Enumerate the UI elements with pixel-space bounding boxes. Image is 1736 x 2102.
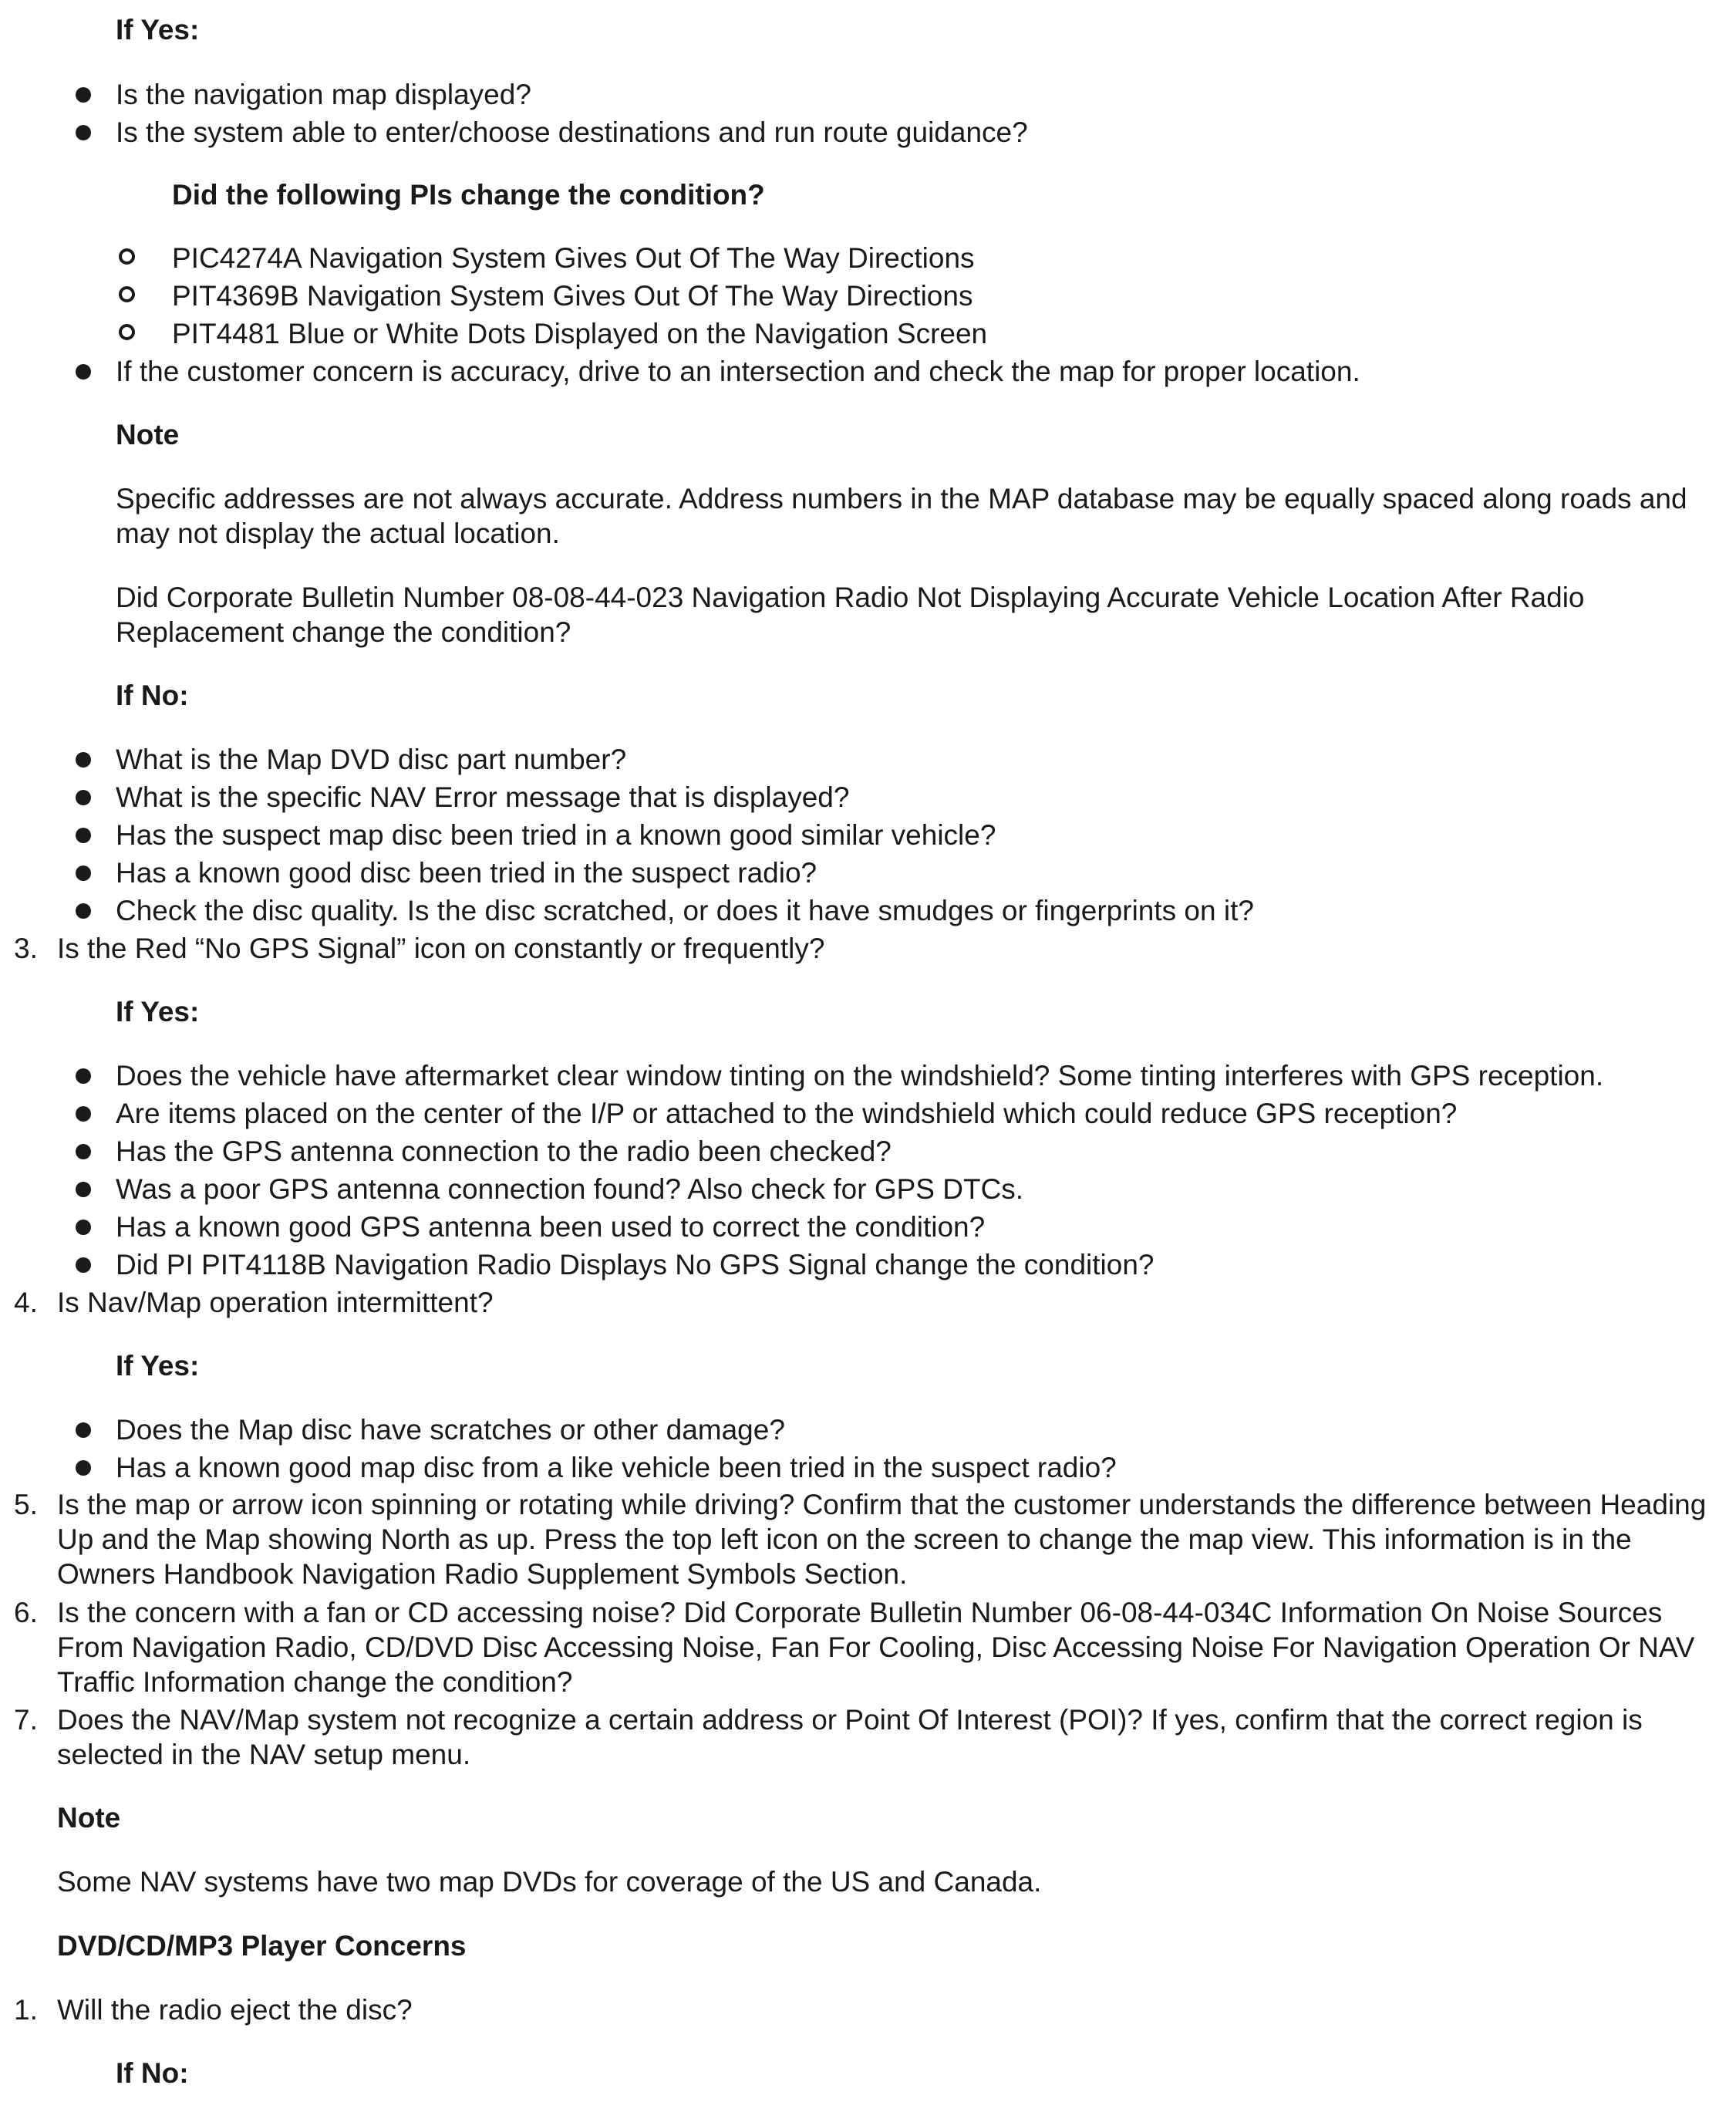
hollow-bullet-icon (119, 286, 135, 302)
hollow-bullet-icon (119, 324, 135, 340)
list-item: Check the disc quality. Is the disc scratched, or does it have smudges or fingerprints on it? (116, 895, 1254, 926)
list-item: Has a known good map disc from a like vehicle been tried in the suspect radio? (116, 1452, 1117, 1483)
bullet-icon (76, 364, 91, 380)
if-yes-heading: If Yes: (116, 1350, 200, 1382)
list-item: What is the Map DVD disc part number? (116, 744, 627, 775)
pi-item: PIC4274A Navigation System Gives Out Of The Way Directions (172, 242, 975, 274)
step-text: Is the Red “No GPS Signal” icon on constantly or frequently? (57, 933, 825, 964)
step-number: 5. (14, 1489, 38, 1520)
pi-question-heading: Did the following PIs change the condition? (172, 179, 765, 211)
list-item: Has a known good GPS antenna been used to correct the condition? (116, 1211, 986, 1243)
bullet-icon (76, 1144, 91, 1159)
list-item: Is the system able to enter/choose destinations and run route guidance? (116, 116, 1028, 148)
bullet-icon (76, 790, 91, 805)
bullet-icon (76, 865, 91, 881)
step-number: 6. (14, 1597, 38, 1628)
list-item: Are items placed on the center of the I/P or attached to the windshield which could reduce GPS reception? (116, 1098, 1458, 1129)
if-no-heading: If No: (116, 680, 189, 711)
list-item: Has a known good disc been tried in the suspect radio? (116, 857, 817, 889)
list-item: What is the specific NAV Error message that is displayed? (116, 781, 850, 813)
list-item: Does the vehicle have aftermarket clear window tinting on the windshield? Some tinting interferes with GPS reception. (116, 1060, 1604, 1091)
step-text: Owners Handbook Navigation Radio Supplement Symbols Section. (57, 1558, 908, 1590)
list-item: Has the suspect map disc been tried in a known good similar vehicle? (116, 819, 996, 851)
list-item: Did PI PIT4118B Navigation Radio Displays No GPS Signal change the condition? (116, 1249, 1155, 1280)
bullet-icon (76, 1460, 91, 1476)
step-text: Is the concern with a fan or CD accessing noise? Did Corporate Bulletin Number 06-08-44-034C Information On Noise Sources (57, 1597, 1663, 1628)
note-text: Some NAV systems have two map DVDs for coverage of the US and Canada. (57, 1866, 1042, 1898)
step-text: Will the radio eject the disc? (57, 1994, 413, 2026)
step-number: 3. (14, 933, 38, 964)
list-item: Has the GPS antenna connection to the radio been checked? (116, 1135, 892, 1167)
step-text: selected in the NAV setup menu. (57, 1739, 471, 1770)
bullet-icon (76, 1257, 91, 1273)
step-number: 4. (14, 1287, 38, 1318)
note-heading: Note (57, 1802, 121, 1834)
bullet-icon (76, 1220, 91, 1235)
bullet-icon (76, 1106, 91, 1122)
hollow-bullet-icon (119, 248, 135, 265)
step-text: Traffic Information change the condition? (57, 1666, 573, 1698)
list-item: Is the navigation map displayed? (116, 79, 531, 110)
if-no-heading: If No: (116, 2057, 189, 2089)
if-yes-heading: If Yes: (116, 14, 200, 46)
if-yes-heading: If Yes: (116, 996, 200, 1027)
section-heading: DVD/CD/MP3 Player Concerns (57, 1930, 467, 1962)
bullet-icon (76, 828, 91, 843)
bulletin-text: Replacement change the condition? (116, 616, 571, 648)
note-heading: Note (116, 419, 180, 450)
bullet-icon (76, 87, 91, 103)
bullet-icon (76, 125, 91, 140)
step-number: 7. (14, 1704, 38, 1736)
bullet-icon (76, 1182, 91, 1197)
bullet-icon (76, 1068, 91, 1084)
step-text: Does the NAV/Map system not recognize a certain address or Point Of Interest (POI)? If yes, confirm that the correct region is (57, 1704, 1643, 1736)
bullet-icon (76, 752, 91, 768)
step-text: Up and the Map showing North as up. Press the top left icon on the screen to change the map view. This information is in the (57, 1523, 1632, 1555)
pi-item: PIT4481 Blue or White Dots Displayed on the Navigation Screen (172, 318, 988, 349)
list-item: Was a poor GPS antenna connection found? Also check for GPS DTCs. (116, 1173, 1024, 1205)
note-text: Specific addresses are not always accurate. Address numbers in the MAP database may be equally spaced along roads and (116, 483, 1687, 515)
bullet-icon (76, 1422, 91, 1438)
list-item: Does the Map disc have scratches or other damage? (116, 1414, 785, 1446)
bulletin-text: Did Corporate Bulletin Number 08-08-44-023 Navigation Radio Not Displaying Accurate Vehicle Location After Radio (116, 582, 1585, 613)
pi-item: PIT4369B Navigation System Gives Out Of The Way Directions (172, 280, 973, 312)
bullet-icon (76, 903, 91, 919)
list-item: If the customer concern is accuracy, drive to an intersection and check the map for proper location. (116, 356, 1360, 387)
step-number: 1. (14, 1994, 38, 2026)
step-text: Is the map or arrow icon spinning or rotating while driving? Confirm that the customer understands the difference between Heading (57, 1489, 1707, 1520)
note-text: may not display the actual location. (116, 518, 560, 549)
step-text: Is Nav/Map operation intermittent? (57, 1287, 494, 1318)
step-text: From Navigation Radio, CD/DVD Disc Accessing Noise, Fan For Cooling, Disc Accessing Noise For Navigation Operation Or NAV (57, 1631, 1695, 1663)
